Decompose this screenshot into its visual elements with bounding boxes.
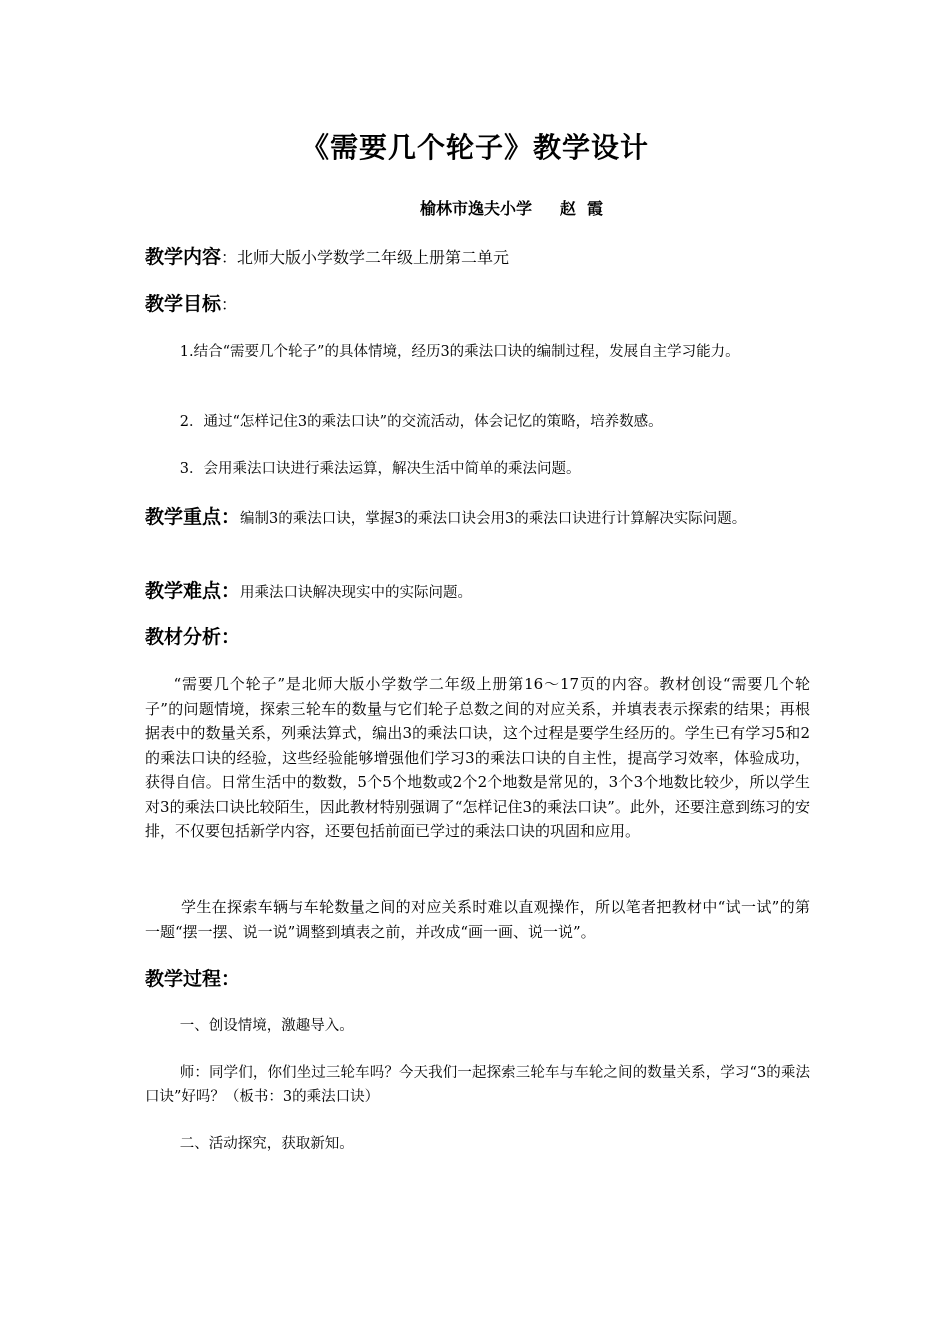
content-text: ：北师大版小学数学二年级上册第二单元 bbox=[221, 248, 510, 267]
difficulties-section bbox=[145, 576, 472, 608]
process-item: 师：同学们，你们坐过三轮车吗？今天我们一起探索三轮车与车轮之间的数量关系，学习“3的乘法口诀”好吗？（板书：3的乘法口诀） bbox=[145, 1065, 810, 1105]
objective-item: 1.结合“需要几个轮子”的具体情境，经历3的乘法口诀的编制过程，发展自主学习能力。 bbox=[179, 344, 740, 360]
objective-item: 3．会用乘法口诀进行乘法运算，解决生活中简单的乘法问题。 bbox=[179, 461, 581, 477]
document-title: 《需要几个轮子》教学设计 bbox=[300, 131, 649, 164]
objectives-section-heading bbox=[145, 289, 237, 320]
objective-item: 2．通过“怎样记住3的乘法口诀”的交流活动，体会记忆的策略，培养数感。 bbox=[179, 414, 663, 430]
author-line: 榆林市逸夫小学 赵 霞 bbox=[420, 199, 603, 218]
key-points-heading: 教学重点： bbox=[145, 506, 241, 528]
process-item: 二、活动探究，获取新知。 bbox=[179, 1136, 354, 1152]
process-item: 一、创设情境，激趣导入。 bbox=[179, 1018, 354, 1034]
process-heading: 教学过程： bbox=[145, 968, 241, 990]
difficulties-heading: 教学难点： bbox=[145, 580, 241, 602]
analysis-paragraph: “需要几个轮子”是北师大版小学数学二年级上册第16～17页的内容。教材创设“需要几个轮子”的问题情境，探索三轮车的数量与它们轮子总数之间的对应关系，并填表表示探索的结果；再根据表中的数量关系，列乘法算式，编出3的乘法口诀，这个过程是要学生经历的。学生已有学习5和2的乘法口诀的经验，这些经验能够增强他们学习3的乘法口诀的自主性，提高学习效率，体验成功，获得自信。日常生活中的数数，5个5个地数或2个2个地数是常见的，3个3个地数比较少，所以学生对3的乘法口诀比较陌生，因此教材特别强调了“怎样记住3的乘法口诀”。此外，还要注意到练习的安排，不仅要包括新学内容，还要包括前面已学过的乘法口诀的巩固和应用。 bbox=[145, 675, 810, 840]
key-points-section bbox=[145, 506, 810, 530]
analysis-paragraph: 学生在探索车辆与车轮数量之间的对应关系时难以直观操作，所以笔者把教材中“试一试”的第一题“摆一摆、说一说”调整到填表之前，并改成“画一画、说一说”。 bbox=[145, 898, 810, 941]
objectives-colon: ： bbox=[221, 295, 238, 314]
content-section bbox=[145, 242, 509, 273]
analysis-heading: 教材分析： bbox=[145, 626, 241, 648]
objectives-heading: 教学目标 bbox=[145, 293, 222, 315]
key-points-text: 编制3的乘法口诀，掌握3的乘法口诀会用3的乘法口诀进行计算解决实际问题。 bbox=[240, 511, 747, 527]
difficulties-text: 用乘法口诀解决现实中的实际问题。 bbox=[240, 585, 473, 601]
content-heading: 教学内容 bbox=[145, 246, 222, 268]
